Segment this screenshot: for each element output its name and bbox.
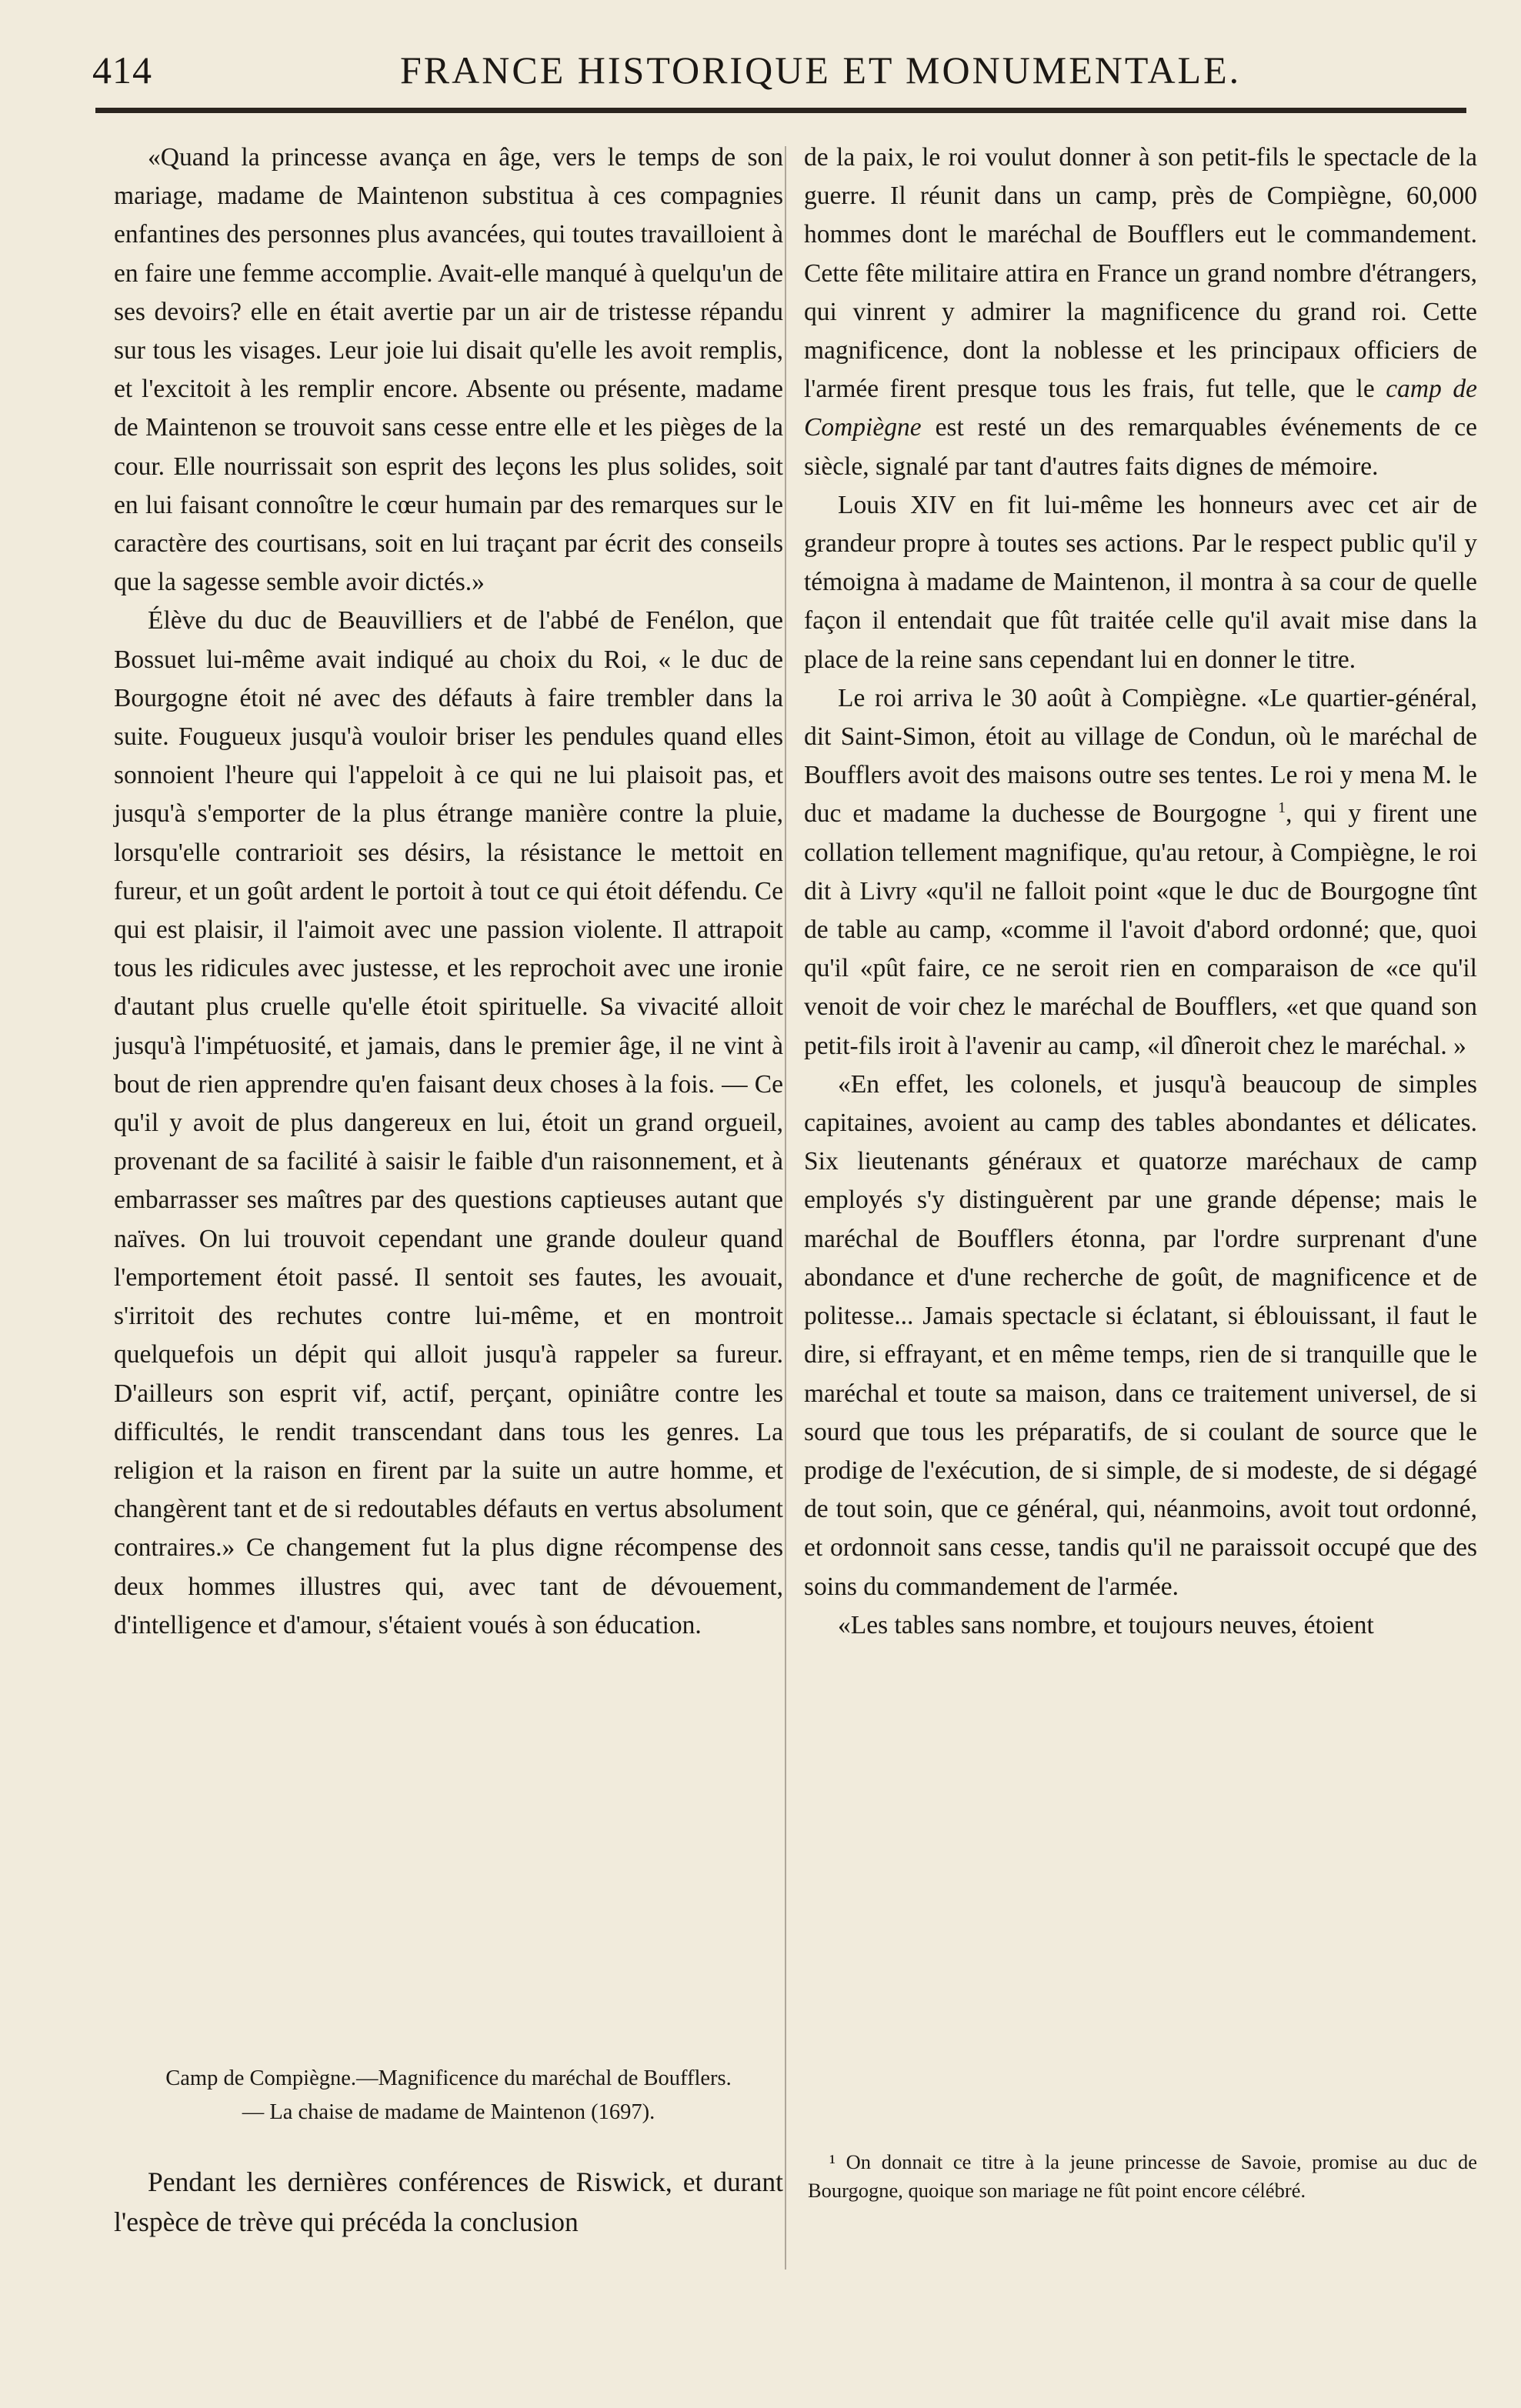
left-column — [114, 138, 783, 1645]
paragraph: «Les tables sans nombre, et toujours neuves, étoient — [838, 1610, 1374, 1639]
footnote — [808, 2148, 1477, 2205]
paragraph: Élève du duc de Beauvilliers et de l'abbé de Fenélon, que Bossuet lui-même avait indiqué au choix du Roi, « le duc de Bourgogne étoit né avec des défauts à faire trembler dans la suite. Fougueux jusqu'à vouloir briser les pendules quand elles sonnoient l'heure qui l'appeloit à ce qui ne lui plaisoit pas, et jusqu'à s'emporter de la plus étrange manière contre la pluie, lorsqu'elle contrarioit ses désirs, la résistance le mettoit en fureur, et un goût ardent le portoit à tout ce qui étoit défendu. Ce qui est plaisir, il l'aimoit avec une passion violente. Il attrapoit tous les ridicules avec justesse, et les reprochoit avec une ironie d'autant plus cruelle qu'elle étoit spirituelle. Sa vivacité alloit jusqu'à l'impétuosité, et jamais, dans le premier âge, il ne vint à bout de rien apprendre qu'en faisant deux choses à la fois. — Ce qu'il y avoit de plus dangereux en lui, étoit un grand orgueil, provenant de sa facilité à saisir le faible d'un raisonnement, et à embarrasser ses maîtres par des questions captieuses autant que naïves. On lui trouvoit cependant une grande douleur quand l'emportement étoit passé. Il sentoit ses fautes, les avouait, s'irritoit des rechutes contre lui-même, et en montroit quelquefois un dépit qui alloit jusqu'à rappeler sa fureur. D'ailleurs son esprit vif, actif, perçant, opiniâtre contre les difficultés, le rendit transcendant dans tous les genres. La religion et la raison en firent par la suite un autre homme, et changèrent tant et de si redoutables défauts en vertus absolument contraires.» Ce changement fut la plus digne récompense des deux hommes illustres qui, avec tant de dévouement, d'intelligence et d'amour, s'étaient voués à son éducation. — [114, 606, 783, 1639]
footnote-marker: ¹ — [829, 2150, 836, 2173]
paragraph: «En effet, les colonels, et jusqu'à beaucoup de simples capitaines, avoient au camp des tables abondantes et délicates. Six lieutenants généraux et quatorze maréchaux de camp employés s'y distinguèrent par une grande dépense; mais le maréchal de Boufflers étonna, par l'ordre surprenant d'une abondance et d'une recherche de goût, de magnificence et de politesse... Jamais spectacle si éclatant, si éblouissant, il faut le dire, si effrayant, et en même temps, rien de si tranquille que le maréchal et toute sa maison, dans ce traitement universel, de si sourd que tous les préparatifs, de si coulant de source que le prodige de l'exécution, de si simple, de si modeste, de si dégagé de tout soin, que ce général, qui, néanmoins, avoit tout ordonné, et ordonnoit sans cesse, tandis qu'il ne paraissoit occupé que des soins du commandement de l'armée. — [804, 1069, 1477, 1601]
caption-line: — La chaise de madame de Maintenon (1697). — [242, 2100, 655, 2124]
paragraph — [804, 679, 1477, 1066]
column-divider — [785, 146, 786, 2270]
paragraph: Louis XIV en fit lui-même les honneurs avec cet air de grandeur propre à toutes ses actions. Par le respect public qu'il y témoigna à madame de Maintenon, il montra à sa cour de quelle façon il entendait que fût traitée celle qu'il avait mise dans la place de la reine sans cependant lui en donner le titre. — [804, 490, 1477, 674]
paragraph: Pendant les dernières conférences de Riswick, et durant l'espèce de trève qui précéda la conclusion — [114, 2166, 783, 2237]
paragraph: «Quand la princesse avança en âge, vers le temps de son mariage, madame de Maintenon substitua à ces compagnies enfantines des personnes plus avancées, qui toutes travailloient à en faire une femme accomplie. Avait-elle manqué à quelqu'un de ses devoirs? elle en était avertie par un air de tristesse répandu sur tous les visages. Leur joie lui disait qu'elle les avoit remplis, et l'excitoit à les remplir encore. Absente ou présente, madame de Maintenon se trouvoit sans cesse entre elle et les pièges de la cour. Elle nourrissait son esprit des leçons les plus solides, soit en lui faisant connoître le cœur humain par des remarques sur le caractère des courtisans, soit en lui traçant par écrit des conseils que la sagesse semble avoir dictés.» — [114, 143, 783, 597]
section-opening — [114, 2162, 783, 2242]
page-header — [92, 48, 1477, 102]
header-rule — [95, 108, 1466, 113]
text-run: Le roi arriva le 30 août à Compiègne. «Le quartier-général, dit Saint-Simon, étoit au village de Condun, où le maréchal de Boufflers avoit des maisons outre ses tentes. Le roi y mena M. le duc et madame la duchesse de Bourgogne — [804, 683, 1477, 829]
caption-line: Camp de Compiègne.—Magnificence du maréchal de Boufflers. — [165, 2066, 732, 2090]
text-run: , qui y firent une collation tellement magnifique, qu'au retour, à Compiègne, le roi dit à Livry «qu'il ne falloit point «que le duc de Bourgogne tînt de table au camp, «comme il l'avoit d'abord ordonné; que, quoi qu'il «pût faire, ce ne seroit rien en comparaison de «ce qu'il venoit de voir chez le maréchal de Boufflers, «et que quand son petit-fils iroit à l'avenir au camp, «il dîneroit chez le maréchal. » — [804, 799, 1477, 1060]
italic-title: camp de Compiègne — [804, 375, 1478, 442]
text-run: est resté un des remarquables événements de ce siècle, signalé par tant d'autres faits dignes de mémoire. — [804, 413, 1477, 481]
paragraph — [804, 138, 1477, 486]
footnote-text — [808, 2148, 1477, 2205]
text-run: de la paix, le roi voulut donner à son petit-fils le spectacle de la guerre. Il réunit dans un camp, près de Compiègne, 60,000 hommes dont le maréchal de Boufflers eut le commandement. Cette fête militaire attira en France un grand nombre d'étrangers, qui vinrent y admirer la magnificence du grand roi. Cette magnificence, dont la noblesse et les principaux officiers de l'armée firent presque tous les frais, fut telle, que le — [804, 143, 1477, 404]
footnote-body: On donnait ce titre à la jeune princesse de Savoie, promise au duc de Bourgogne, quoique son mariage ne fût point encore célébré. — [808, 2150, 1478, 2202]
right-column — [804, 138, 1477, 1645]
running-title: FRANCE HISTORIQUE ET MONUMENTALE. — [400, 48, 1242, 92]
page-number: 414 — [92, 48, 152, 92]
footnote-reference[interactable]: 1 — [1278, 799, 1286, 817]
section-caption — [114, 2062, 783, 2130]
